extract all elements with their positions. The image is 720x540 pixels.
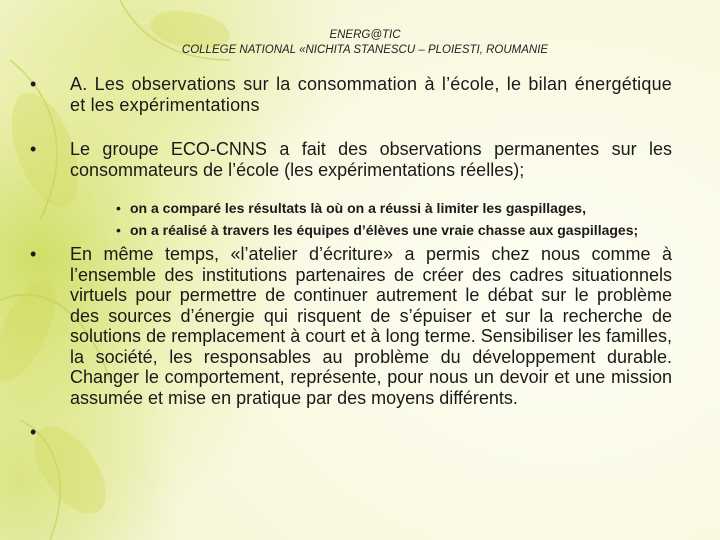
header-title: ENERG@TIC [329, 29, 401, 41]
bullet-heading [30, 74, 672, 115]
bullet-writing-workshop [30, 244, 672, 408]
bullet-text: A. Les observations sur la consommation à l’école, le bilan énergétique et les expérimentations [70, 74, 672, 115]
sub-bullet-text: on a réalisé à travers les équipes d’élèves une vraie chasse aux gaspillages; [130, 222, 639, 238]
header [0, 28, 720, 58]
sub-bullet-text: on a comparé les résultats là où on a réussi à limiter les gaspillages, [130, 200, 586, 216]
bullet-marker: • [30, 139, 37, 159]
sub-bullet-hunt [12, 222, 672, 238]
bullet-marker: • [30, 74, 37, 94]
bullet-text: Le groupe ECO-CNNS a fait des observations permanentes sur les consommateurs de l’école (les expérimentations réelles); [70, 139, 672, 180]
slide-content [30, 74, 672, 442]
bullet-observations [30, 139, 672, 180]
bullet-marker: • [30, 422, 37, 442]
header-subtitle: COLLEGE NATIONAL «NICHITA STANESCU – PLOIESTI, ROUMANIE [181, 44, 549, 56]
sub-bullet-compare [12, 200, 672, 216]
sub-bullet-marker: • [116, 200, 121, 216]
sub-bullet-marker: • [116, 222, 121, 238]
bullet-text: En même temps, «l’atelier d’écriture» a permis chez nous comme à l’ensemble des institutions partenaires de créer des cadres situationnels virtuels pour permettre de continuer autrement le débat sur le problème des sources d’énergie qui risquent de s’épuiser et sur la recherche de solutions de remplacement à court et à long terme. Sensibiliser les familles, la société, les responsables au problème du développement durable. Changer le comportement, représente, pour nous un devoir et une mission assumée et mise en pratique par des moyens différents. [70, 244, 672, 408]
bullet-marker: • [30, 244, 37, 264]
